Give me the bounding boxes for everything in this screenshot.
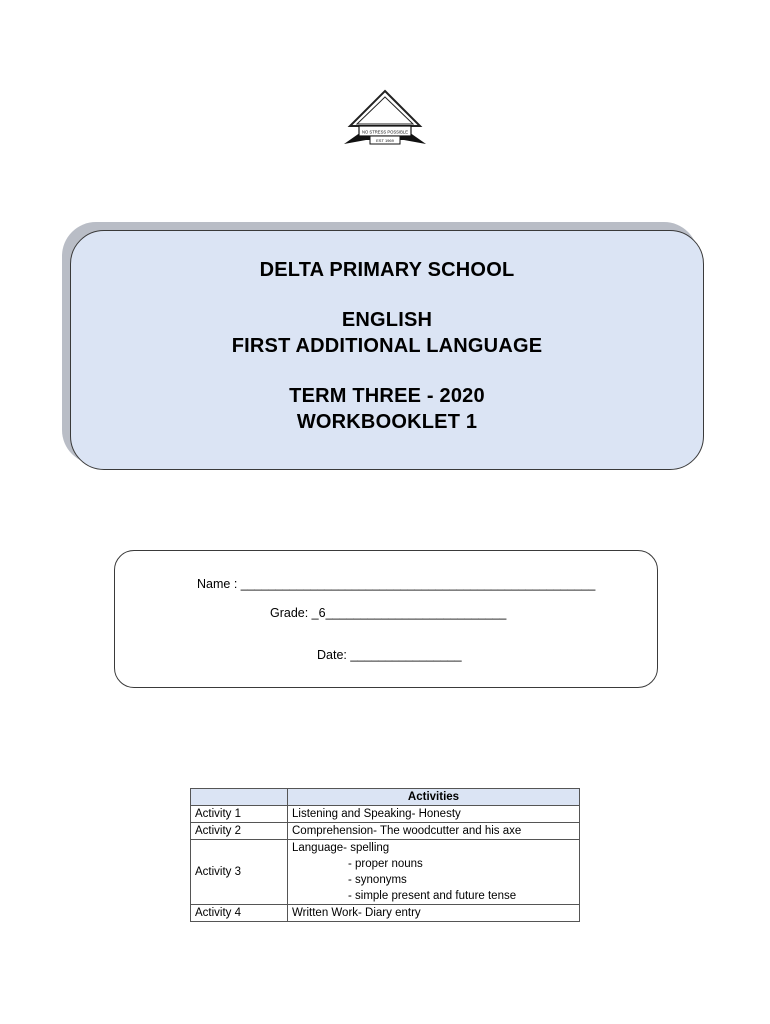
header-blank-cell	[191, 789, 288, 806]
activity-subitem: - proper nouns	[348, 858, 423, 870]
activities-header: Activities	[288, 789, 580, 806]
date-field[interactable]: Date: ________________	[317, 648, 462, 662]
activity-description: Listening and Speaking- Honesty	[288, 806, 580, 823]
school-logo	[342, 88, 428, 148]
activity-description: Written Work- Diary entry	[288, 905, 580, 922]
activity-label: Activity 1	[191, 806, 288, 823]
table-row	[191, 823, 580, 840]
activity-description: Comprehension- The woodcutter and his axe	[288, 823, 580, 840]
subject-title: ENGLISH	[341, 309, 433, 331]
student-info-box	[114, 550, 658, 688]
school-logo-graphic	[342, 88, 428, 148]
logo-motto: NO STRESS POSSIBLE	[361, 129, 409, 135]
term-title: TERM THREE - 2020	[289, 385, 485, 407]
activity-description-line: Language- spelling	[292, 842, 390, 854]
table-row	[191, 806, 580, 823]
grade-field[interactable]: Grade: _6__________________________	[270, 606, 507, 620]
language-title: FIRST ADDITIONAL LANGUAGE	[231, 335, 543, 357]
activity-label: Activity 4	[191, 905, 288, 922]
name-field[interactable]: Name : ___________________________________________________	[197, 577, 596, 591]
activity-description	[288, 840, 580, 905]
activity-label: Activity 3	[191, 840, 288, 905]
table-row	[191, 840, 580, 905]
table-row	[191, 905, 580, 922]
table-header-row	[191, 789, 580, 806]
booklet-title: WORKBOOKLET 1	[296, 411, 478, 433]
title-box	[70, 230, 704, 470]
activity-subitem: - simple present and future tense	[348, 890, 517, 902]
school-name: DELTA PRIMARY SCHOOL	[259, 259, 515, 281]
activities-table	[190, 788, 580, 922]
logo-established: EST 1969	[376, 138, 394, 143]
activity-subitem: - synonyms	[348, 874, 407, 886]
activity-label: Activity 2	[191, 823, 288, 840]
